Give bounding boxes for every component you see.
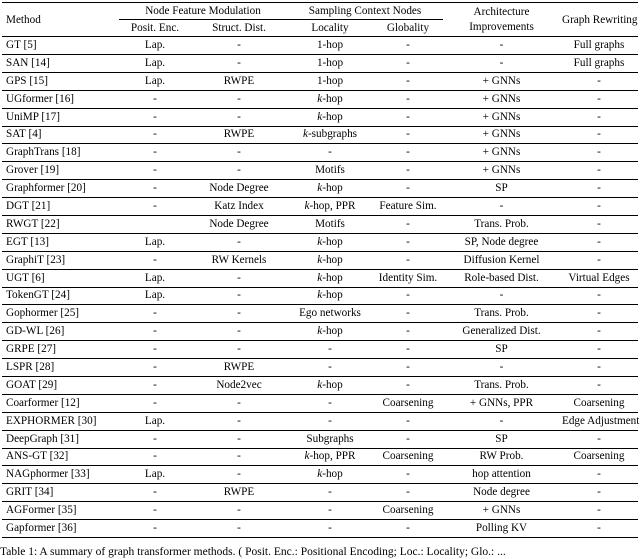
cell-method: Grover [19] [2, 162, 119, 180]
cell-globality: Coarsening [373, 394, 443, 412]
cell-architecture: Trans. Prob. [443, 305, 560, 323]
cell-posit-enc: Lap. [119, 37, 191, 55]
cell-struct-dist: RW Kernels [191, 251, 287, 269]
table-row [2, 269, 638, 287]
cell-globality: - [373, 466, 443, 484]
cell-struct-dist: - [191, 394, 287, 412]
cell-method: ANS-GT [32] [2, 448, 119, 466]
cell-locality: - [287, 144, 373, 162]
cell-globality: - [373, 37, 443, 55]
table-row [2, 305, 638, 323]
cell-posit-enc: - [119, 520, 191, 538]
cell-architecture: + GNNs [443, 162, 560, 180]
table-row [2, 54, 638, 72]
locality-k: k [317, 92, 323, 105]
cell-method: GraphiT [23] [2, 251, 119, 269]
cell-architecture: - [443, 54, 560, 72]
cell-globality: - [373, 305, 443, 323]
cell-architecture: + GNNs [443, 108, 560, 126]
cell-architecture: hop attention [443, 466, 560, 484]
cell-posit-enc: - [119, 90, 191, 108]
cell-struct-dist: - [191, 108, 287, 126]
cell-architecture: SP [443, 180, 560, 198]
cell-graph-rewriting: - [560, 144, 638, 162]
cell-struct-dist: Node Degree [191, 216, 287, 234]
cell-method: UGformer [16] [2, 90, 119, 108]
cell-posit-enc: - [119, 180, 191, 198]
cell-graph-rewriting: - [560, 90, 638, 108]
cell-posit-enc: - [119, 448, 191, 466]
table-body [2, 37, 638, 538]
locality-rest: -subgraphs [307, 128, 358, 141]
table-row [2, 377, 638, 395]
cell-posit-enc: - [119, 108, 191, 126]
table-row [2, 448, 638, 466]
cell-posit-enc: - [119, 502, 191, 520]
cell-method: GOAT [29] [2, 377, 119, 395]
table-row [2, 323, 638, 341]
cell-struct-dist: - [191, 90, 287, 108]
locality-k: k [317, 271, 323, 284]
cell-posit-enc: - [119, 162, 191, 180]
cell-locality: 1-hop [287, 72, 373, 90]
cell-locality: - [287, 394, 373, 412]
cell-architecture: Node degree [443, 484, 560, 502]
cell-locality: - [287, 520, 373, 538]
cell-globality: - [373, 484, 443, 502]
cell-struct-dist: - [191, 466, 287, 484]
cell-architecture: SP [443, 430, 560, 448]
cell-method: SAT [4] [2, 126, 119, 144]
cell-locality [287, 377, 373, 395]
cell-architecture: + GNNs, PPR [443, 394, 560, 412]
locality-k: k [317, 253, 323, 266]
cell-method: Graphformer [20] [2, 180, 119, 198]
cell-posit-enc: - [119, 377, 191, 395]
locality-rest: -hop [322, 289, 343, 302]
cell-locality: Motifs [287, 162, 373, 180]
cell-graph-rewriting: - [560, 305, 638, 323]
cell-graph-rewriting: - [560, 484, 638, 502]
table-row [2, 180, 638, 198]
cell-method: EGT [13] [2, 233, 119, 251]
cell-locality [287, 90, 373, 108]
cell-struct-dist: - [191, 287, 287, 305]
cell-locality [287, 198, 373, 216]
cell-posit-enc: - [119, 484, 191, 502]
cell-locality [287, 323, 373, 341]
cell-locality: - [287, 502, 373, 520]
cell-locality [287, 180, 373, 198]
locality-rest: -hop [322, 378, 343, 391]
cell-locality [287, 251, 373, 269]
cell-architecture: + GNNs [443, 72, 560, 90]
cell-method: GD-WL [26] [2, 323, 119, 341]
cell-locality: Subgraphs [287, 430, 373, 448]
cell-globality: - [373, 430, 443, 448]
cell-globality: Coarsening [373, 448, 443, 466]
cell-posit-enc: Lap. [119, 269, 191, 287]
cell-globality: - [373, 72, 443, 90]
cell-graph-rewriting: Virtual Edges [560, 269, 638, 287]
header-arch-line1: Architecture [473, 5, 530, 18]
cell-locality: Motifs [287, 216, 373, 234]
locality-rest: -hop, PPR [309, 450, 356, 463]
table-row [2, 108, 638, 126]
table-row [2, 502, 638, 520]
table-row [2, 144, 638, 162]
cell-method: GPS [15] [2, 72, 119, 90]
cell-posit-enc: - [119, 198, 191, 216]
cell-globality: - [373, 216, 443, 234]
cell-struct-dist: - [191, 54, 287, 72]
header-globality: Globality [386, 21, 430, 34]
locality-k: k [317, 468, 323, 481]
locality-rest: -hop [322, 110, 343, 123]
locality-k: k [317, 325, 323, 338]
header-sampling-context-nodes: Sampling Context Nodes [287, 3, 443, 20]
cell-posit-enc: - [119, 394, 191, 412]
locality-k: k [304, 200, 310, 212]
cell-architecture: + GNNs [443, 502, 560, 520]
cell-graph-rewriting: - [560, 520, 638, 538]
cell-posit-enc: Lap. [119, 287, 191, 305]
cell-method: SAN [14] [2, 54, 119, 72]
cell-method: AGFormer [35] [2, 502, 119, 520]
cell-graph-rewriting: Full graphs [560, 37, 638, 55]
header-locality: Locality [311, 21, 349, 34]
table-row [2, 466, 638, 484]
cell-method: DGT [21] [2, 198, 119, 216]
cell-locality [287, 466, 373, 484]
locality-k: k [317, 378, 323, 391]
cell-architecture: - [443, 412, 560, 430]
cell-posit-enc: - [119, 251, 191, 269]
cell-graph-rewriting: - [560, 341, 638, 359]
cell-globality: - [373, 412, 443, 430]
cell-locality: - [287, 341, 373, 359]
cell-graph-rewriting: - [560, 162, 638, 180]
table-row [2, 484, 638, 502]
cell-posit-enc: Lap. [119, 412, 191, 430]
cell-locality: 1-hop [287, 37, 373, 55]
cell-graph-rewriting: Coarsening [560, 394, 638, 412]
cell-locality [287, 287, 373, 305]
cell-locality [287, 233, 373, 251]
cell-method: RWGT [22] [2, 216, 119, 234]
locality-k: k [302, 128, 308, 141]
cell-struct-dist: Katz Index [191, 198, 287, 216]
cell-struct-dist: - [191, 144, 287, 162]
cell-architecture: RW Prob. [443, 448, 560, 466]
cell-posit-enc: - [119, 305, 191, 323]
cell-locality: 1-hop [287, 54, 373, 72]
header-method: Method [2, 3, 119, 37]
cell-posit-enc: - [119, 430, 191, 448]
table-row [2, 233, 638, 251]
cell-globality: - [373, 162, 443, 180]
cell-globality: - [373, 287, 443, 305]
cell-globality: - [373, 108, 443, 126]
cell-struct-dist: RWPE [191, 484, 287, 502]
cell-graph-rewriting: - [560, 377, 638, 395]
cell-method: TokenGT [24] [2, 287, 119, 305]
cell-locality: - [287, 412, 373, 430]
cell-architecture: Trans. Prob. [443, 216, 560, 234]
cell-method: GT [5] [2, 37, 119, 55]
header-graph-rewriting: Graph Rewriting [560, 3, 638, 37]
cell-posit-enc: - [119, 144, 191, 162]
header-struct-dist: Struct. Dist. [212, 21, 266, 34]
cell-locality: - [287, 484, 373, 502]
table-row [2, 520, 638, 538]
cell-architecture: SP, Node degree [443, 233, 560, 251]
header-arch-line2: Improvements [469, 21, 534, 34]
cell-globality: Feature Sim. [373, 198, 443, 216]
cell-globality: - [373, 90, 443, 108]
table-row [2, 216, 638, 234]
cell-posit-enc: Lap. [119, 54, 191, 72]
cell-struct-dist: Node2vec [191, 377, 287, 395]
cell-architecture: - [443, 359, 560, 377]
table-row [2, 412, 638, 430]
cell-method: UGT [6] [2, 269, 119, 287]
locality-rest: -hop [322, 253, 343, 266]
locality-rest: -hop [322, 92, 343, 105]
table-row [2, 359, 638, 377]
cell-method: GRIT [34] [2, 484, 119, 502]
locality-k: k [317, 235, 323, 248]
cell-architecture: SP [443, 341, 560, 359]
header-architecture-improvements [443, 3, 560, 37]
cell-graph-rewriting: - [560, 180, 638, 198]
table-caption: Table 1: A summary of graph transformer methods. ( Posit. Enc.: Positional Encoding; Loc.: Locality; Glo.: ... [0, 546, 506, 558]
locality-rest: -hop [322, 182, 343, 195]
table-row [2, 341, 638, 359]
cell-graph-rewriting: - [560, 251, 638, 269]
cell-globality: - [373, 359, 443, 377]
cell-architecture: Polling KV [443, 520, 560, 538]
cell-architecture: Generalized Dist. [443, 323, 560, 341]
header-posit-enc: Posit. Enc. [130, 21, 180, 34]
cell-posit-enc: - [119, 359, 191, 377]
cell-method: Gapformer [36] [2, 520, 119, 538]
cell-method: GRPE [27] [2, 341, 119, 359]
cell-architecture: + GNNs [443, 144, 560, 162]
table-row [2, 90, 638, 108]
table-row [2, 430, 638, 448]
cell-struct-dist: - [191, 305, 287, 323]
cell-method: NAGphormer [33] [2, 466, 119, 484]
cell-struct-dist: - [191, 323, 287, 341]
cell-struct-dist: RWPE [191, 359, 287, 377]
cell-globality: - [373, 341, 443, 359]
cell-struct-dist: - [191, 233, 287, 251]
cell-struct-dist: Node Degree [191, 180, 287, 198]
cell-globality: - [373, 180, 443, 198]
cell-locality: - [287, 359, 373, 377]
cell-posit-enc: - [119, 341, 191, 359]
cell-graph-rewriting: - [560, 466, 638, 484]
cell-posit-enc: Lap. [119, 72, 191, 90]
table-row [2, 37, 638, 55]
cell-method: UniMP [17] [2, 108, 119, 126]
cell-struct-dist: - [191, 341, 287, 359]
cell-method: GraphTrans [18] [2, 144, 119, 162]
cell-posit-enc: - [119, 323, 191, 341]
cell-globality: - [373, 54, 443, 72]
cell-struct-dist: - [191, 37, 287, 55]
table-row [2, 72, 638, 90]
cell-locality: Ego networks [287, 305, 373, 323]
cell-posit-enc [119, 216, 191, 234]
cell-struct-dist: - [191, 502, 287, 520]
cell-struct-dist: - [191, 412, 287, 430]
cell-architecture: - [443, 198, 560, 216]
summary-table [2, 2, 638, 538]
cell-globality: - [373, 520, 443, 538]
cell-struct-dist: RWPE [191, 72, 287, 90]
cell-globality: - [373, 126, 443, 144]
locality-k: k [317, 110, 323, 123]
locality-k: k [317, 182, 323, 195]
cell-architecture: - [443, 287, 560, 305]
cell-graph-rewriting: - [560, 233, 638, 251]
locality-k: k [317, 289, 323, 302]
cell-struct-dist: RWPE [191, 126, 287, 144]
cell-graph-rewriting: - [560, 323, 638, 341]
cell-method: Gophormer [25] [2, 305, 119, 323]
locality-rest: -hop [322, 468, 343, 481]
table-row [2, 287, 638, 305]
cell-locality [287, 126, 373, 144]
cell-architecture: - [443, 37, 560, 55]
cell-graph-rewriting: - [560, 359, 638, 377]
cell-globality: - [373, 377, 443, 395]
locality-k: k [304, 450, 310, 463]
locality-rest: -hop [322, 235, 343, 248]
cell-globality: Coarsening [373, 502, 443, 520]
cell-posit-enc: Lap. [119, 233, 191, 251]
cell-posit-enc: - [119, 126, 191, 144]
cell-struct-dist: - [191, 162, 287, 180]
cell-graph-rewriting: - [560, 287, 638, 305]
cell-method: EXPHORMER [30] [2, 412, 119, 430]
locality-rest: -hop [322, 271, 343, 284]
cell-posit-enc: Lap. [119, 466, 191, 484]
cell-struct-dist: - [191, 269, 287, 287]
cell-graph-rewriting: Edge Adjustment [560, 412, 638, 430]
cell-globality: Identity Sim. [373, 269, 443, 287]
cell-method: Coarformer [12] [2, 394, 119, 412]
cell-locality [287, 108, 373, 126]
cell-architecture: Trans. Prob. [443, 377, 560, 395]
cell-graph-rewriting: - [560, 126, 638, 144]
cell-graph-rewriting: - [560, 430, 638, 448]
cell-locality [287, 269, 373, 287]
cell-method: DeepGraph [31] [2, 430, 119, 448]
table-row [2, 394, 638, 412]
cell-graph-rewriting: - [560, 108, 638, 126]
cell-graph-rewriting: Coarsening [560, 448, 638, 466]
table-row [2, 198, 638, 216]
cell-globality: - [373, 323, 443, 341]
cell-graph-rewriting: - [560, 72, 638, 90]
cell-struct-dist: - [191, 520, 287, 538]
cell-globality: - [373, 144, 443, 162]
cell-globality: - [373, 251, 443, 269]
cell-architecture: + GNNs [443, 90, 560, 108]
cell-graph-rewriting: - [560, 502, 638, 520]
cell-globality: - [373, 233, 443, 251]
cell-architecture: Role-based Dist. [443, 269, 560, 287]
cell-graph-rewriting: - [560, 198, 638, 216]
cell-architecture: Diffusion Kernel [443, 251, 560, 269]
cell-struct-dist: - [191, 448, 287, 466]
cell-struct-dist: - [191, 430, 287, 448]
cell-method: LSPR [28] [2, 359, 119, 377]
table-row [2, 126, 638, 144]
cell-architecture: + GNNs [443, 126, 560, 144]
locality-rest: -hop [322, 325, 343, 338]
cell-graph-rewriting: - [560, 216, 638, 234]
locality-rest: -hop, PPR [309, 200, 356, 212]
header-node-feature-modulation: Node Feature Modulation [119, 3, 287, 20]
table-row [2, 251, 638, 269]
cell-locality [287, 448, 373, 466]
table-row [2, 162, 638, 180]
cell-graph-rewriting: Full graphs [560, 54, 638, 72]
